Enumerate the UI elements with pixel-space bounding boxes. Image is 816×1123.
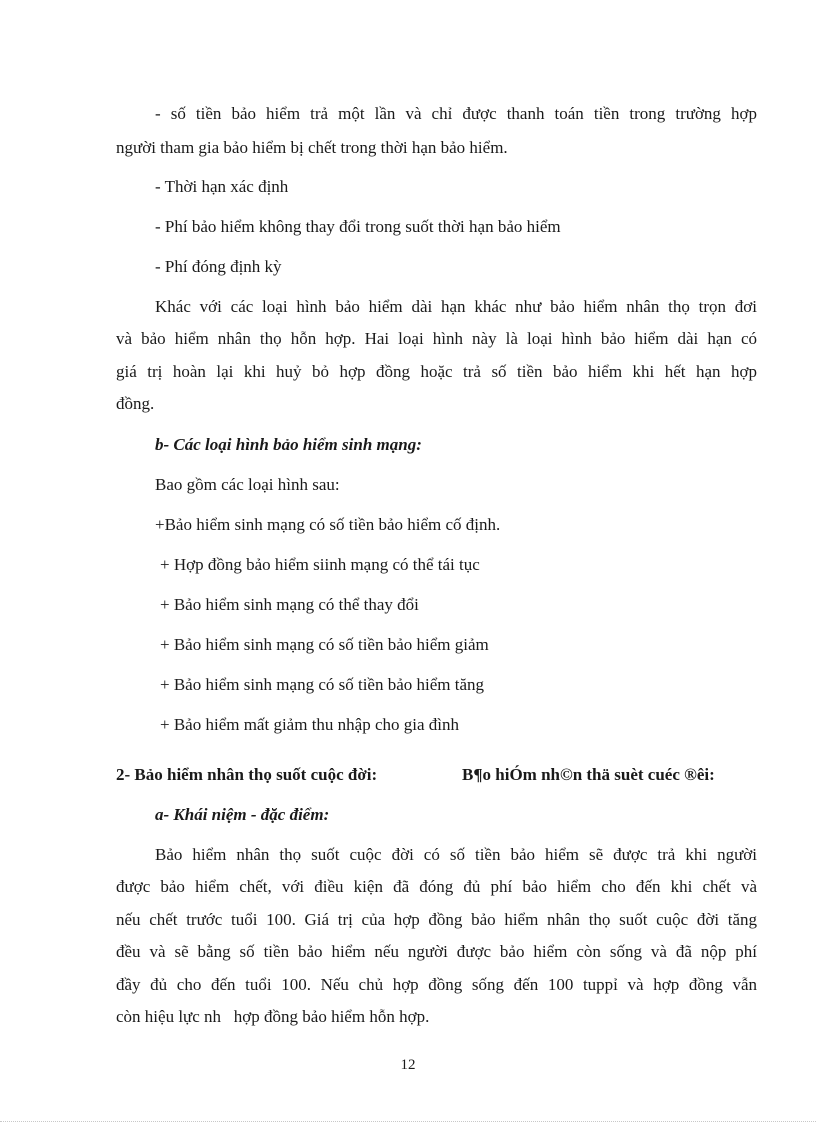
paragraph-line: và bảo hiểm nhân thọ hỗn hợp. Hai loại hình này là loại hình bảo hiểm dài hạn có <box>116 329 757 348</box>
paragraph-line: nếu chết trước tuổi 100. Giá trị của hợp đồng bảo hiểm nhân thọ suốt cuộc đời tăng <box>116 910 757 929</box>
paragraph-line: Bảo hiểm nhân thọ suốt cuộc đời có số tiền bảo hiểm sẽ được trả khi người <box>155 845 757 864</box>
section-heading-garbled: B¶o hiÓm nh©n thä suèt cuéc ®êi: <box>462 765 715 784</box>
list-item: + Bảo hiểm sinh mạng có số tiền bảo hiểm tăng <box>160 675 485 694</box>
list-item: +Bảo hiểm sinh mạng có số tiền bảo hiểm cố định. <box>155 515 501 534</box>
list-item: + Bảo hiểm mất giảm thu nhập cho gia đình <box>160 715 460 734</box>
paragraph-line: - số tiền bảo hiểm trả một lần và chỉ được thanh toán tiền trong trường hợp <box>155 104 757 123</box>
paragraph-line: Khác với các loại hình bảo hiểm dài hạn khác như bảo hiểm nhân thọ trọn đơi <box>155 297 757 316</box>
list-item: - Thời hạn xác định <box>155 177 289 196</box>
list-item: + Bảo hiểm sinh mạng có thể thay đổi <box>160 595 419 614</box>
paragraph-line: đều và sẽ bằng số tiền bảo hiểm nếu người được bảo hiểm còn sống và đã nộp phí <box>116 942 757 961</box>
page-bottom-rule <box>0 1121 816 1122</box>
paragraph-line: giá trị hoàn lại khi huỷ bỏ hợp đồng hoặc trả số tiền bảo hiểm khi hết hạn hợp <box>116 362 757 381</box>
subsection-heading: a- Khái niệm - đặc điểm: <box>155 805 330 824</box>
paragraph-line: còn hiệu lực nh hợp đồng bảo hiểm hỗn hợp. <box>116 1007 430 1026</box>
page-number: 12 <box>400 1057 416 1073</box>
paragraph-line: đồng. <box>116 394 155 413</box>
paragraph-line: người tham gia bảo hiểm bị chết trong thời hạn bảo hiểm. <box>116 138 508 157</box>
list-item: + Bảo hiểm sinh mạng có số tiền bảo hiểm giảm <box>160 635 489 654</box>
section-heading: 2- Bảo hiểm nhân thọ suốt cuộc đời: <box>116 765 378 784</box>
list-item: - Phí đóng định kỳ <box>155 257 282 276</box>
paragraph-line: được bảo hiểm chết, với điều kiện đã đóng đủ phí bảo hiểm cho đến khi chết và <box>116 877 757 896</box>
section-heading: b- Các loại hình bảo hiểm sinh mạng: <box>155 435 422 454</box>
paragraph-line: Bao gồm các loại hình sau: <box>155 475 340 494</box>
list-item: - Phí bảo hiểm không thay đổi trong suốt thời hạn bảo hiểm <box>155 217 561 236</box>
list-item: + Hợp đồng bảo hiểm siinh mạng có thể tái tục <box>160 555 480 574</box>
paragraph-line: đầy đủ cho đến tuổi 100. Nếu chủ hợp đồng sống đến 100 tuppỉ và hợp đồng vẫn <box>116 975 757 994</box>
